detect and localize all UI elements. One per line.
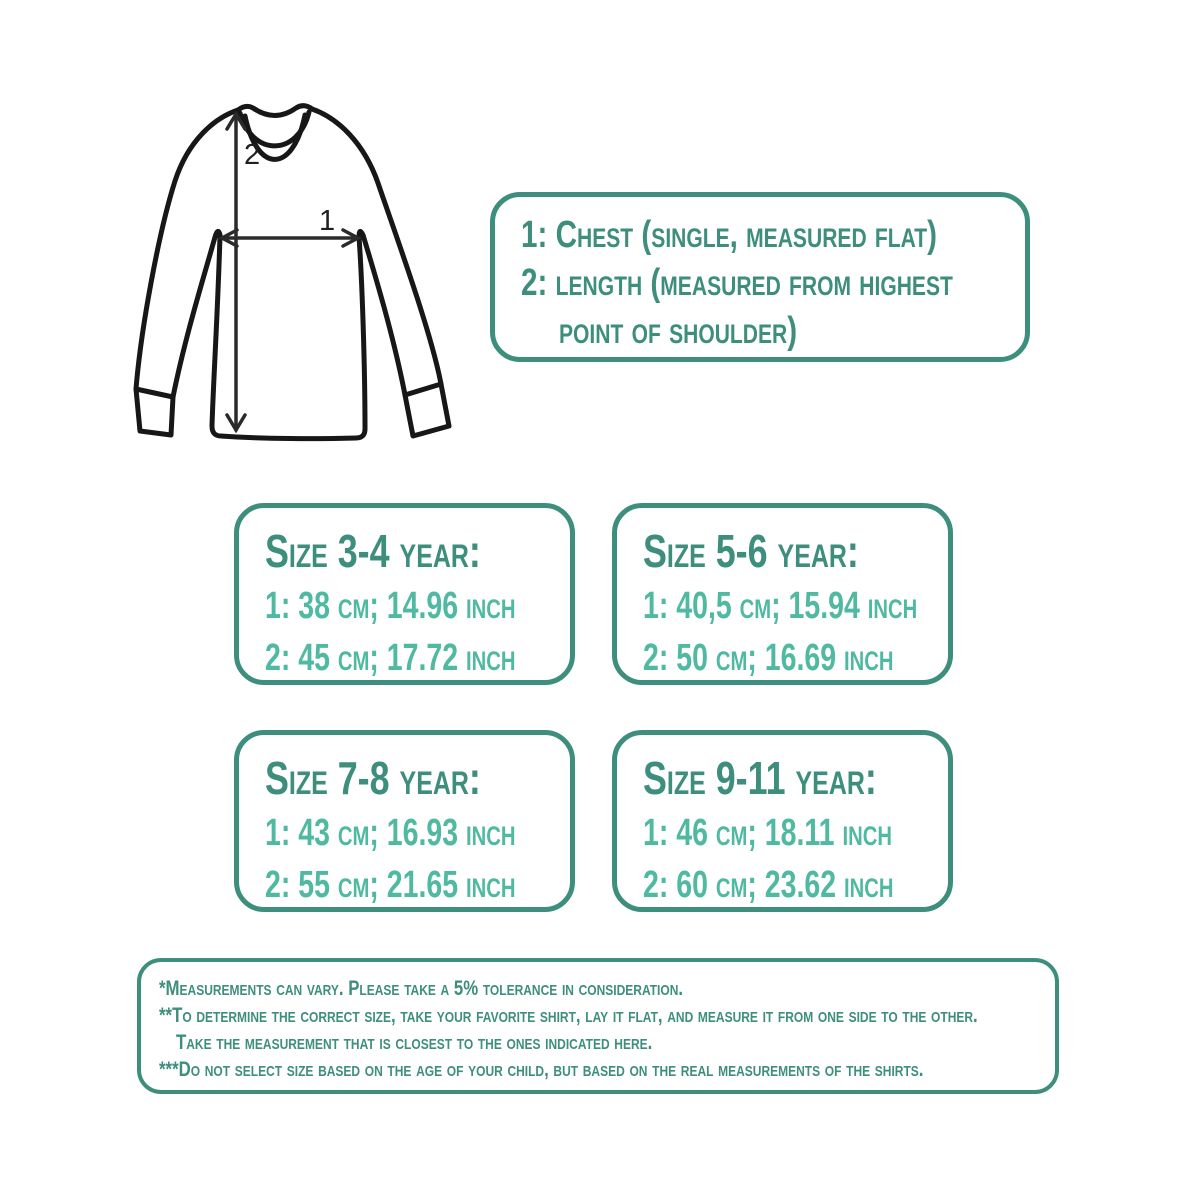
- footnotes-box: [137, 958, 1059, 1094]
- shirt-right-sleeve-outer: [312, 109, 441, 384]
- size-chest-value: 1: 46 cm; 18.11 inch: [643, 812, 892, 854]
- size-chest-value: 1: 40,5 cm; 15.94 inch: [643, 585, 918, 627]
- size-length-value: 2: 60 cm; 23.62 inch: [643, 864, 894, 906]
- footnote-how-to-measure-cont: Take the measurement that is closest to the ones indicated here.: [176, 1031, 653, 1054]
- shirt-body-outline: [173, 231, 405, 438]
- size-box-3-4-year: [234, 503, 575, 685]
- size-box-5-6-year: [612, 503, 953, 685]
- length-marker-label: 2: [244, 139, 261, 171]
- size-title: Size 3-4 year:: [265, 525, 481, 577]
- footnote-tolerance: *Measurements can vary. Please take a 5% tolerance in consideration.: [159, 977, 684, 1000]
- size-length-value: 2: 50 cm; 16.69 inch: [643, 637, 894, 679]
- shirt-left-cuff: [136, 389, 173, 435]
- size-title: Size 9-11 year:: [643, 752, 877, 804]
- legend-line-length: 2: length (measured from highest: [521, 262, 953, 304]
- size-chest-value: 1: 38 cm; 14.96 inch: [265, 585, 516, 627]
- shirt-diagram: [128, 83, 462, 459]
- size-title: Size 5-6 year:: [643, 525, 859, 577]
- size-title: Size 7-8 year:: [265, 752, 481, 804]
- size-length-value: 2: 45 cm; 17.72 inch: [265, 637, 516, 679]
- size-box-7-8-year: [234, 730, 575, 912]
- chest-marker-label: 1: [319, 205, 336, 237]
- legend-box: [490, 192, 1030, 362]
- size-length-value: 2: 55 cm; 21.65 inch: [265, 864, 516, 906]
- legend-line-length-cont: point of shoulder): [559, 310, 798, 352]
- footnote-age-warning: ***Do not select size based on the age of your child, but based on the real measurements of the shirts.: [159, 1058, 924, 1081]
- shirt-back-neck: [238, 106, 312, 116]
- size-box-9-11-year: [612, 730, 953, 912]
- long-sleeve-shirt-icon: [128, 83, 462, 459]
- footnote-how-to-measure: **To determine the correct size, take your favorite shirt, lay it flat, and measure it from one side to the other.: [159, 1004, 978, 1027]
- shirt-right-cuff: [405, 384, 449, 436]
- legend-line-chest: 1: Chest (single, measured flat): [521, 214, 938, 256]
- size-chest-value: 1: 43 cm; 16.93 inch: [265, 812, 516, 854]
